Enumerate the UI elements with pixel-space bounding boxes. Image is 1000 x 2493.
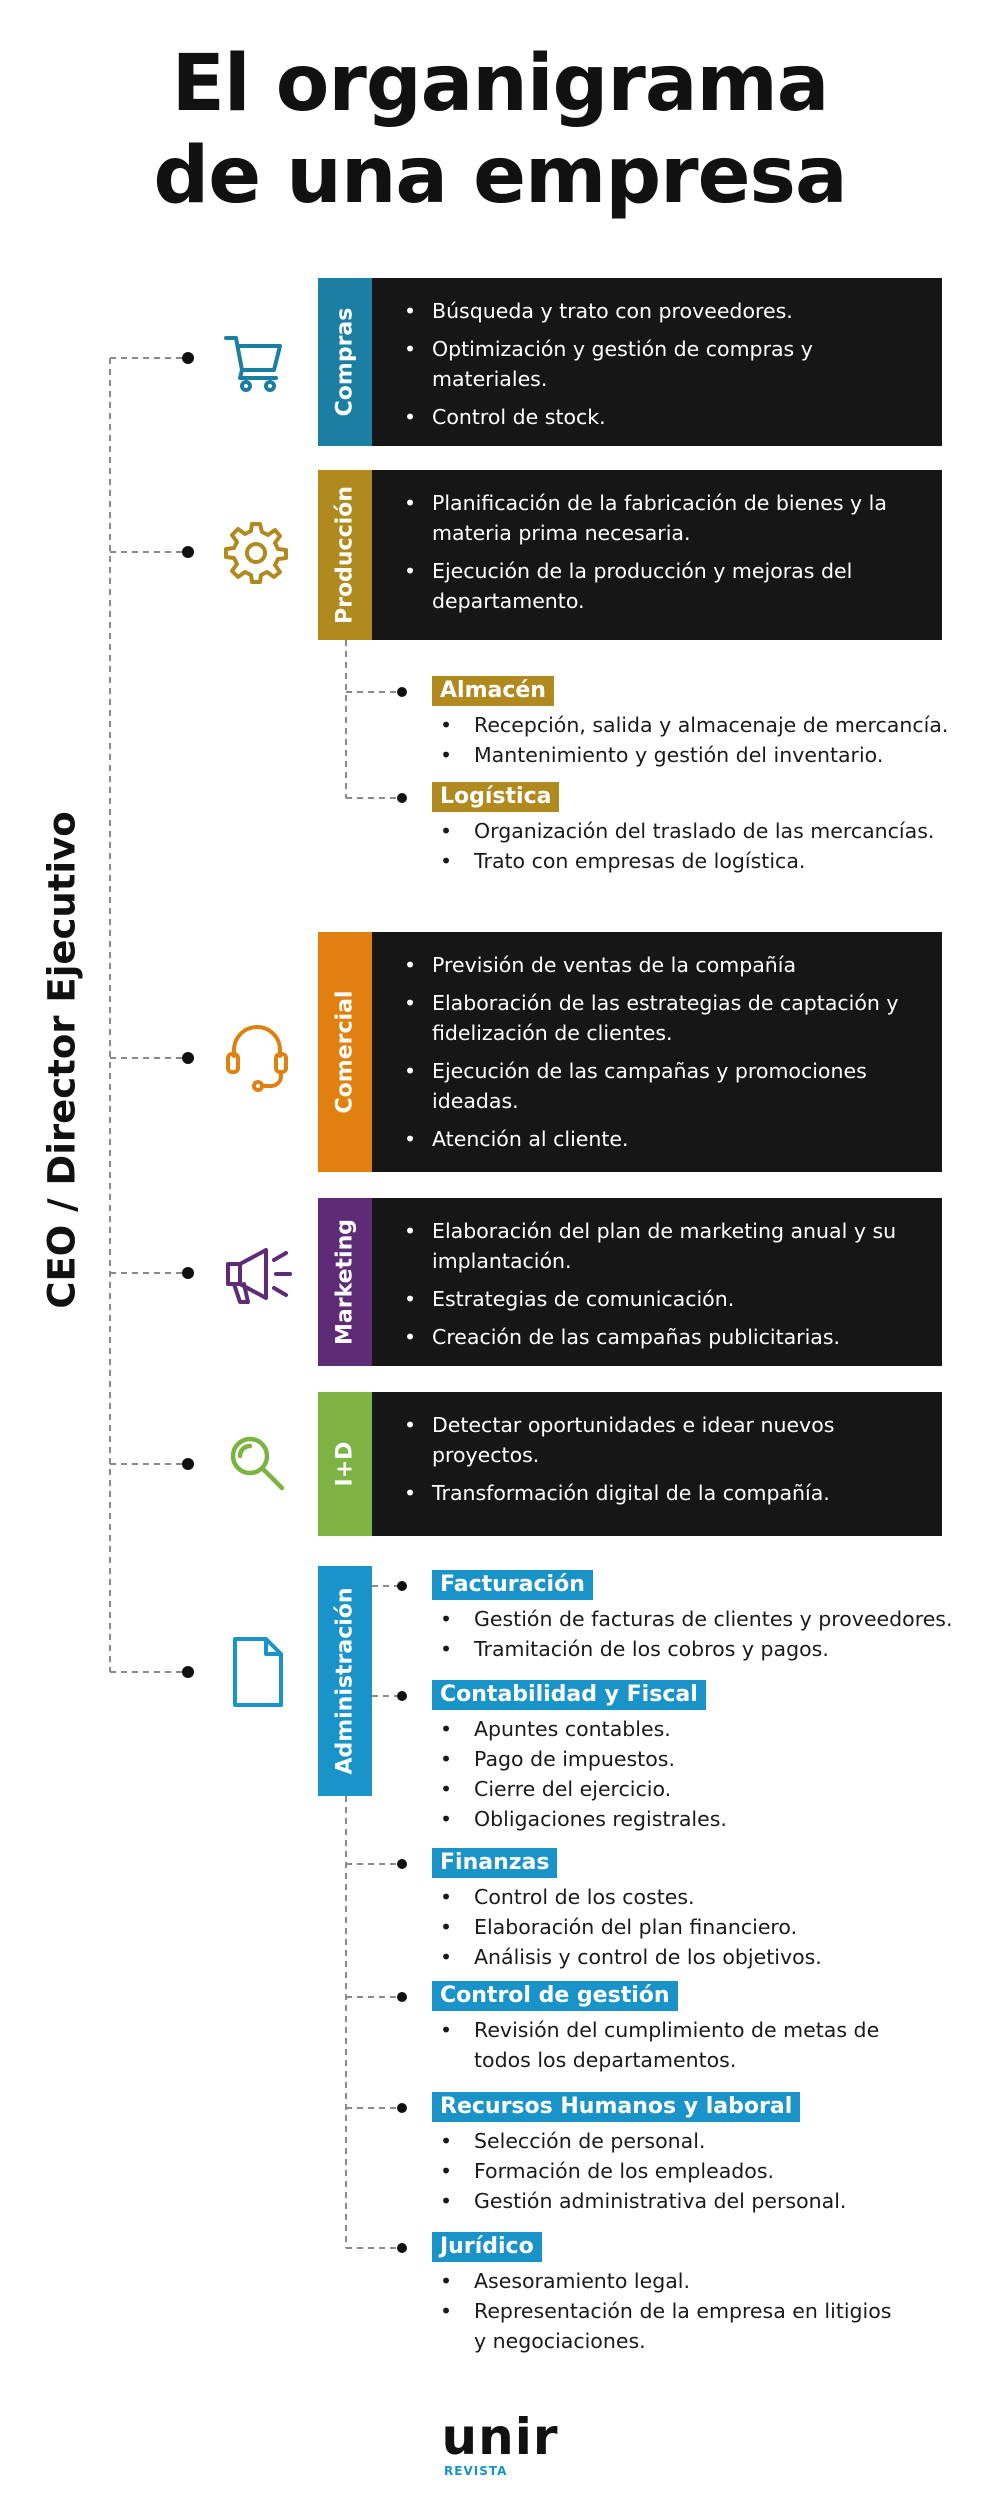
sub-label: Almacén [432,676,554,706]
dept-box-compras [318,278,942,446]
sub-item-list [432,816,972,876]
node-dot-imasd [182,1458,194,1470]
list-item: • Estrategias de comunicación. [404,1284,918,1314]
sub-item-list [432,710,972,770]
magnifier-icon [226,1432,288,1498]
dept-box-comercial [318,932,942,1172]
node-dot-compras [182,352,194,364]
list-item: • Mantenimiento y gestión del inventario. [432,740,972,770]
dept-tab-imasd [318,1392,372,1536]
sub-section-rrhh [432,2092,972,2216]
node-dot-contabilidad [397,1691,407,1701]
node-dot-marketing [182,1267,194,1279]
title-line-2: de una empresa [153,131,847,221]
sub-section-finanzas [432,1848,972,1972]
list-item: • Análisis y control de los objetivos. [432,1942,972,1972]
node-dot-comercial [182,1052,194,1064]
list-item: • Organización del traslado de las mercancías. [432,816,972,846]
list-item: • Atención al cliente. [404,1124,918,1154]
dept-title: Producción [332,486,358,624]
sub-section-control-gestion [432,1981,892,2075]
node-dot-facturacion [397,1581,407,1591]
document-icon [232,1636,284,1712]
dept-title: Compras [332,307,358,417]
list-item: • Selección de personal. [432,2126,972,2156]
node-dot-juridico [397,2243,407,2253]
shopping-cart-icon [222,330,288,400]
list-item: • Optimización y gestión de compras y materiales. [404,334,918,394]
list-item: • Detectar oportunidades e idear nuevos proyectos. [404,1410,918,1470]
sub-label: Jurídico [432,2232,542,2262]
list-item: • Ejecución de las campañas y promociones ideadas. [404,1056,918,1116]
sub-label: Facturación [432,1570,593,1600]
node-dot-almacen [397,687,407,697]
list-item: • Control de los costes. [432,1882,972,1912]
list-item: • Previsión de ventas de la compañía [404,950,918,980]
dept-tab-comercial [318,932,372,1172]
list-item: • Gestión administrativa del personal. [432,2186,972,2216]
sub-item-list [432,1882,972,1972]
dept-item-list [404,488,918,624]
list-item: • Tramitación de los cobros y pagos. [432,1634,972,1664]
list-item: • Control de stock. [404,402,918,432]
sub-section-logistica [432,782,972,876]
list-item: • Revisión del cumplimiento de metas de todos los departamentos. [432,2015,892,2075]
dept-box-marketing [318,1198,942,1366]
gear-icon [224,520,288,588]
dept-title: Comercial [332,990,358,1114]
sub-section-contabilidad [432,1680,972,1834]
list-item: • Elaboración de las estrategias de captación y fidelización de clientes. [404,988,918,1048]
list-item: • Cierre del ejercicio. [432,1774,972,1804]
megaphone-icon [222,1244,296,1312]
sub-label: Logística [432,782,559,812]
node-dot-control [397,1992,407,2002]
list-item: • Elaboración del plan de marketing anual y su implantación. [404,1216,918,1276]
list-item: • Pago de impuestos. [432,1744,972,1774]
list-item: • Planificación de la fabricación de bienes y la materia prima necesaria. [404,488,918,548]
dept-title: I+D [332,1441,358,1487]
list-item: • Representación de la empresa en litigios y negociaciones. [432,2296,902,2356]
logo-subtitle: REVISTA [444,2464,508,2478]
dept-title: Marketing [332,1218,358,1346]
ceo-text: CEO / Director Ejecutivo [40,811,84,1309]
dept-item-list [404,950,918,1162]
list-item: • Asesoramiento legal. [432,2266,902,2296]
sub-item-list [432,2126,972,2216]
sub-label: Finanzas [432,1848,557,1878]
dept-box-produccion [318,470,942,640]
node-dot-rrhh [397,2103,407,2113]
dept-tab-administracion [318,1566,372,1796]
sub-item-list [432,1714,972,1834]
node-dot-administracion [182,1666,194,1678]
sub-item-list [432,2266,902,2356]
list-item: • Ejecución de la producción y mejoras del departamento. [404,556,918,616]
dept-tab-marketing [318,1198,372,1366]
list-item: • Recepción, salida y almacenaje de mercancía. [432,710,972,740]
node-dot-produccion [182,546,194,558]
dept-box-imasd [318,1392,942,1536]
list-item: • Transformación digital de la compañía. [404,1478,918,1508]
dept-title: Administración [332,1587,358,1775]
headset-icon [224,1022,290,1096]
sub-section-almacen [432,676,972,770]
sub-label: Contabilidad y Fiscal [432,1680,706,1710]
title-line-1: El organigrama [171,39,829,129]
logo-word: unir [441,2408,559,2466]
dept-tab-compras [318,278,372,446]
sub-section-facturacion [432,1570,972,1664]
list-item: • Gestión de facturas de clientes y proveedores. [432,1604,972,1634]
sub-label: Control de gestión [432,1981,678,2011]
sub-section-juridico [432,2232,902,2356]
node-dot-finanzas [397,1859,407,1869]
dept-tab-produccion [318,470,372,640]
list-item: • Trato con empresas de logística. [432,846,972,876]
list-item: • Obligaciones registrales. [432,1804,972,1834]
dept-item-list [404,1410,918,1516]
list-item: • Búsqueda y trato con proveedores. [404,296,918,326]
list-item: • Creación de las campañas publicitarias. [404,1322,918,1352]
dept-item-list [404,1216,918,1360]
unir-logo [0,2408,1000,2478]
sub-item-list [432,1604,972,1664]
sub-item-list [432,2015,892,2075]
list-item: • Formación de los empleados. [432,2156,972,2186]
sub-label: Recursos Humanos y laboral [432,2092,800,2122]
list-item: • Elaboración del plan financiero. [432,1912,972,1942]
node-dot-logistica [397,793,407,803]
dept-item-list [404,296,918,440]
list-item: • Apuntes contables. [432,1714,972,1744]
